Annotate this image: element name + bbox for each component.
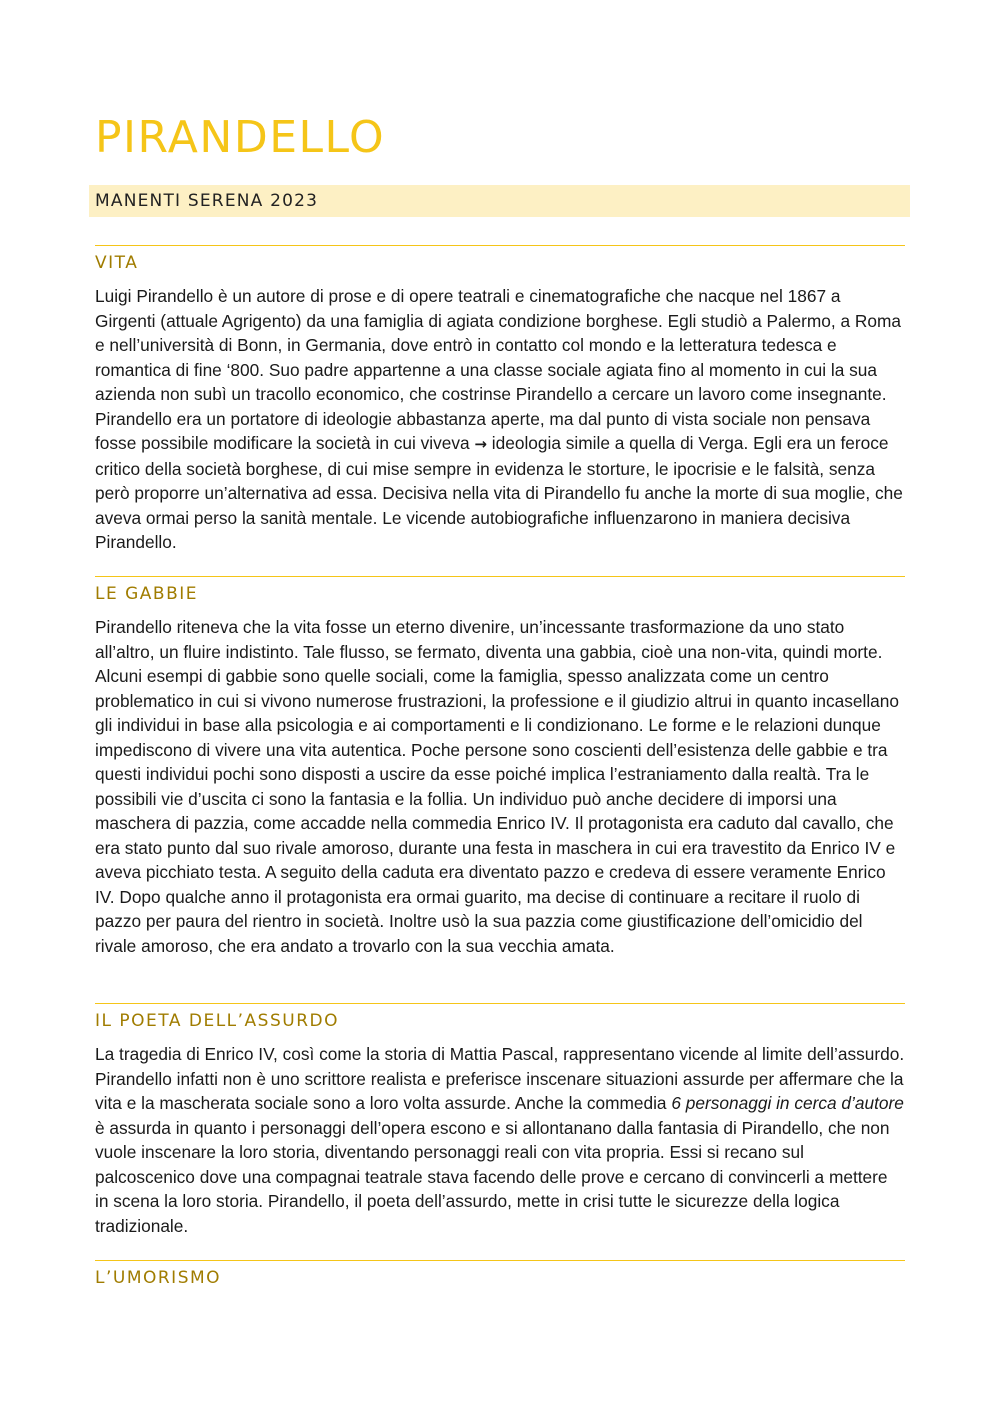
section-heading: IL POETA DELL’ASSURDO xyxy=(95,1011,339,1031)
section-text: Luigi Pirandello è un autore di prose e di opere teatrali e cinematografiche che nacque nel 1867 a Girgenti (attuale Agrigento) da una famiglia di agiata condizione borghese. Egli studiò a Palermo, a Roma e nell’università di Bonn, in Germania, dove entrò in contatto col mondo e la letteratura tedesca e romantica di fine ‘800. Suo padre appartenne a una classe sociale agiata fino al momento in cui la sua azienda non subì un tracollo economico, che costrinse Pirandello a cercare un lavoro come insegnante. Pirandello era un portatore di ideologie abbastanza aperte, ma dal punto di vista sociale non pensava fosse possibile modificare la società in cui viveva xyxy=(95,286,901,454)
section-text: ideologia simile a quella di Verga. Egli era un feroce critico della società borghese, di cui mise sempre in evidenza le storture, le ipocrisie e le falsità, senza però proporre un’alternativa ad essa. Decisiva nella vita di Pirandello fu anche la morte di sua moglie, che aveva ormai perso la sanità mentale. Le vicende autobiografiche influenzarono in maniera decisiva Pirandello. xyxy=(95,433,903,553)
section-heading: LE GABBIE xyxy=(95,584,198,604)
section-divider xyxy=(95,245,905,246)
section-text: è assurda in quanto i personaggi dell’opera escono e si allontanano dalla fantasia di Pirandello, che non vuole inscenare la loro storia, diventando personaggi reali con vita propria. Essi si recano sul palcoscenico dove una compagnai teatrale stava facendo delle prove e cercano di convincerli a mettere in scena la loro storia. Pirandello, il poeta dell’assurdo, mette in crisi tutte le sicurezze della logica tradizionale. xyxy=(95,1117,890,1236)
section-poeta-assurdo xyxy=(95,1003,905,1238)
document-title: PIRANDELLO xyxy=(95,112,386,163)
document-subtitle: MANENTI SERENA 2023 xyxy=(95,191,319,211)
section-umorismo xyxy=(95,1260,905,1289)
arrow-right-icon: → xyxy=(474,435,487,454)
section-heading: VITA xyxy=(95,253,139,273)
section-heading: L’UMORISMO xyxy=(95,1268,222,1288)
section-le-gabbie xyxy=(95,576,905,958)
section-divider xyxy=(95,1260,905,1261)
subtitle-band xyxy=(89,185,910,217)
section-body xyxy=(95,1042,905,1238)
section-text: La tragedia di Enrico IV, così come la storia di Mattia Pascal, rappresentano vicende al limite dell’assurdo. Pirandello infatti non è uno scrittore realista e preferisce inscenare situazioni assurde per affermare che la vita e la mascherata sociale sono a loro volta assurde. Anche la commedia xyxy=(95,1044,905,1114)
section-divider xyxy=(95,576,905,577)
section-vita xyxy=(95,245,905,555)
work-title: 6 personaggi in cerca d’autore xyxy=(671,1093,904,1114)
section-body xyxy=(95,284,905,555)
section-body: Pirandello riteneva che la vita fosse un eterno divenire, un’incessante trasformazione da uno stato all’altro, un fluire indistinto. Tale flusso, se fermato, diventa una gabbia, cioè una non-vita, quindi morte. Alcuni esempi di gabbie sono quelle sociali, come la famiglia, spesso analizzata come un centro problematico in cui si vivono numerose frustrazioni, la professione e il giudizio altrui in quanto incasellano gli individui in base alla psicologia e ai comportamenti e li condizionano. Le forme e le relazioni dunque impediscono di vivere una vita autentica. Poche persone sono coscienti dell’esistenza delle gabbie e tra questi individui pochi sono disposti a uscire da esse poiché implica l’estraniamento dalla realtà. Tra le possibili vie d’uscita ci sono la fantasia e la follia. Un individuo può anche decidere di imporsi una maschera di pazzia, come accadde nella commedia Enrico IV. Il protagonista era caduto dal cavallo, che era stato punto dal suo rivale amoroso, durante una festa in maschera in cui era travestito da Enrico IV e aveva picchiato testa. A seguito della caduta era diventato pazzo e credeva di essere veramente Enrico IV. Dopo qualche anno il protagonista era ormai guarito, ma decise di continuare a recitare il ruolo di pazzo per paura del rientro in società. Inoltre usò la sua pazzia come giustificazione dell’omicidio del rivale amoroso, che era andato a trovarlo con la sua vecchia amata. xyxy=(95,617,900,956)
section-divider xyxy=(95,1003,905,1004)
